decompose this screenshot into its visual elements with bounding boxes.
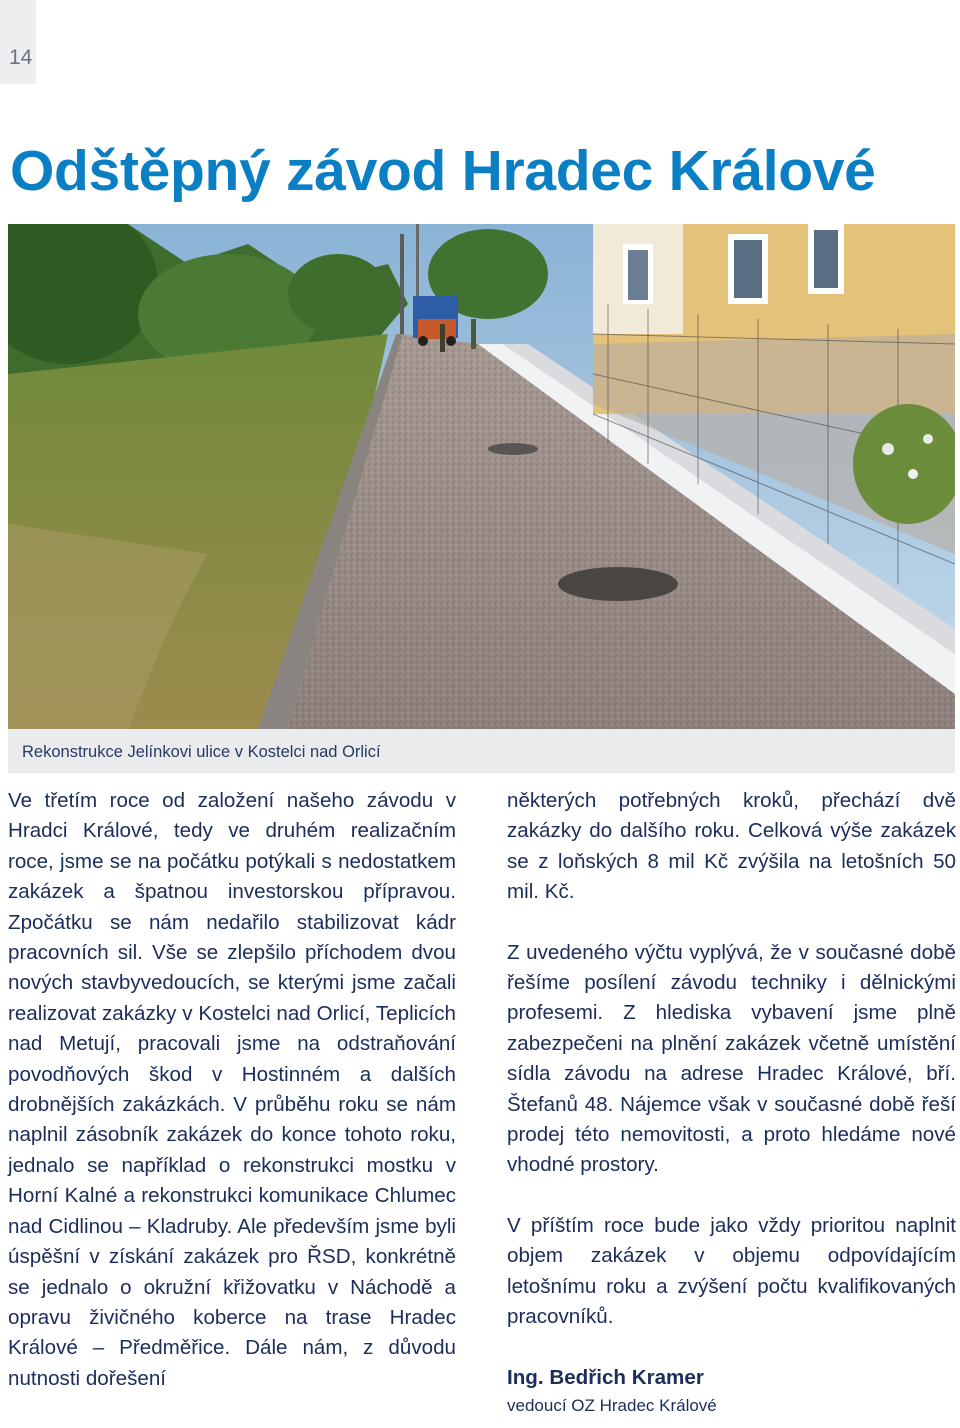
article-paragraph: V příštím roce bude jako vždy prioritou naplnit objem zakázek v objemu odpovídajícím letošnímu roku a zvýšení počtu kvalifikovaných pracovníků. <box>507 1213 956 1329</box>
author-name: Ing. Bedřich Kramer <box>507 1365 704 1389</box>
article-column-left <box>8 786 456 1394</box>
article-column-right <box>507 786 956 1419</box>
article-paragraph: Z uvedeného výčtu vyplývá, že v současné době řešíme posílení závodu techniky i dělnickými profesemi. Z hlediska vybavení jsme plně zabezpečeni na plnění zakázek včetně umístění sídla závodu na adrese Hradec Králové, bří. Štefanů 48. Nájemce však v současné době řeší prodej této nemovitosti, a proto hledáme nové vhodné prostory. <box>507 940 956 1177</box>
page-title: Odštěpný závod Hradec Králové <box>10 139 876 203</box>
article-paragraph: některých potřebných kroků, přechází dvě zakázky do dalšího roku. Celková výše zakázek se z loňských 8 mil Kč zvýšila na letošních 50 mil. Kč. <box>507 789 956 904</box>
photo-caption: Rekonstrukce Jelínkovi ulice v Kostelci nad Orlicí <box>22 743 381 761</box>
page-number-tab <box>0 0 36 84</box>
street-reconstruction-photo <box>8 224 955 729</box>
page-number: 14 <box>9 46 33 69</box>
article-paragraph: Ve třetím roce od založení našeho závodu v Hradci Králové, tedy ve druhém realizačním roce, jsme se na počátku potýkali s nedostatkem zakázek a špatnou investorskou přípravou. Zpočátku se nám nedařilo stabilizovat kádr pracovních sil. Vše se zlepšilo příchodem dvou nových stavbyvedoucích, se kterými jsme začali realizovat zakázky v Kostelci nad Orlicí, Teplicích nad Metují, pracovali jsme na odstraňování povodňových škod v Hostinném a dalších drobnějších zakázkách. V průběhu roku se nám naplnil zásobník zakázek do konce tohoto roku, jednalo se například o rekonstrukci mostku v Horní Kalné a rekonstrukci komunikace Chlumec nad Cidlinou – Kladruby. Ale především jsme byli úspěšní v získání zakázek pro ŘSD, konkrétně se jednalo o okružní křižovatku v Náchodě a opravu živičného koberce na trase Hradec Králové – Předměřice. Dále nám, z důvodu nutnosti dořešení <box>8 789 456 1390</box>
author-role: vedoucí OZ Hradec Králové <box>507 1395 717 1415</box>
photo-caption-bar <box>8 729 955 773</box>
